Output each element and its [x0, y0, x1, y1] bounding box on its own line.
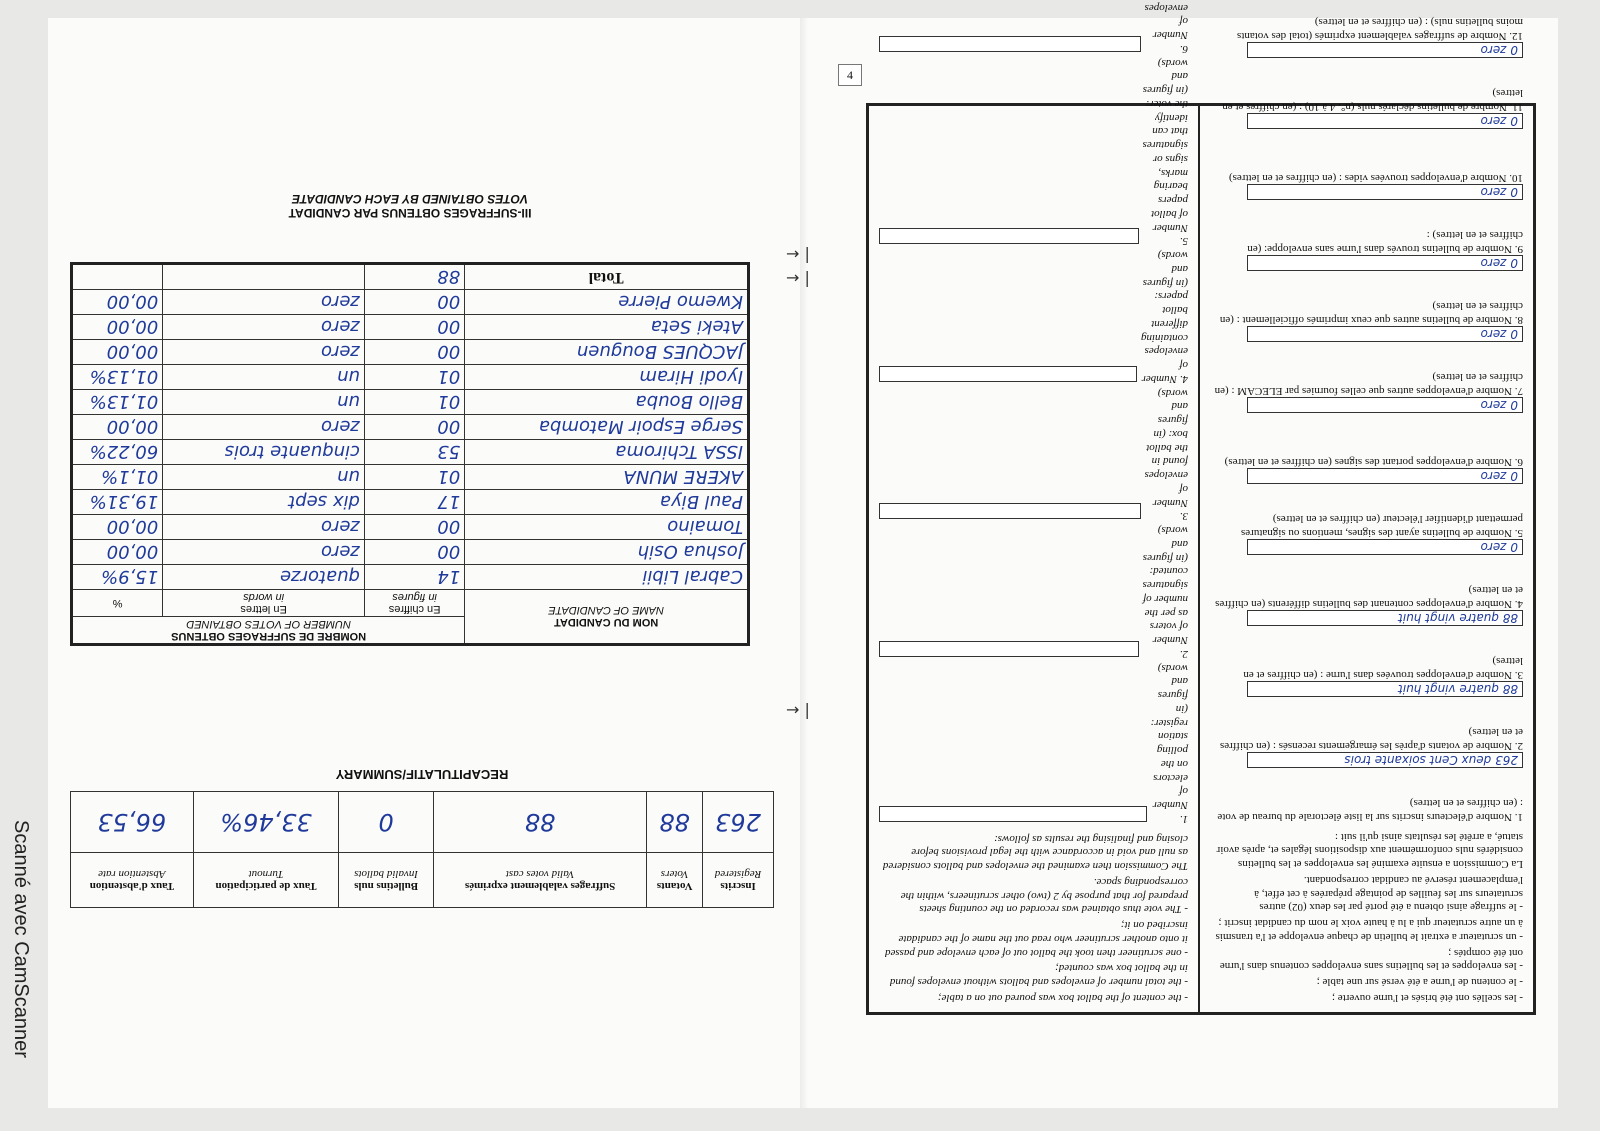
candidate-name: Tomaino	[465, 515, 749, 540]
summary-header-fr: Votants	[656, 880, 693, 892]
candidate-percent: 00,00	[72, 515, 163, 540]
intro-paragraph: La Commission a ensuite examiné les enveloppes et les bulletins considérés nuls conformément aux dispositions légales et, après avoir statué, a arrêté les résultats ainsi qu'il suit :	[1216, 830, 1523, 871]
candidate-votes-figures: 01	[364, 390, 464, 415]
candidate-name: Kwemo Pierre	[465, 290, 749, 315]
candidate-name: Ateki Seta	[465, 315, 749, 340]
candidate-votes-figures: 00	[364, 340, 464, 365]
question-text: 3. Nombre d'enveloppes trouvées dans l'urne : (en chiffres et en lettres)	[1243, 655, 1523, 681]
intro-paragraph: - The vote thus obtained was recorded on the counting sheets prepared for that purpose by 2 (two) other scrutineers, within the corresponding space.	[900, 876, 1188, 916]
candidate-votes-figures: 00	[364, 415, 464, 440]
question-row	[879, 660, 1188, 825]
question-text: 10. Nombre d'enveloppes trouvées vides : (en chiffres et en lettres)	[1228, 172, 1523, 184]
question-row	[1210, 61, 1523, 113]
candidate-row	[72, 340, 749, 365]
summary-header-en: Turnout	[248, 868, 284, 880]
candidate-votes-figures: 53	[364, 440, 464, 465]
intro-paragraph: - the content of the ballot box was poured out on a table;	[937, 992, 1188, 1004]
summary-header-fr: Bulletins nuls	[354, 880, 419, 892]
summary-header-cell	[193, 853, 339, 908]
candidate-row	[72, 390, 749, 415]
candidate-name: AKERE MUNA	[465, 465, 749, 490]
answer-box: 263 deux Cent soixante trois	[1247, 752, 1523, 768]
candidate-percent: 01,13%	[72, 365, 163, 390]
candidate-row	[72, 315, 749, 340]
candidate-row	[72, 415, 749, 440]
intro-paragraph: - le contenu de l'urne a été versé sur une table ;	[1316, 976, 1523, 989]
candidate-votes-words: cinquante trois	[163, 440, 365, 465]
candidate-votes-words: un	[163, 365, 365, 390]
question-text: 3. Number of envelopes found in the ballot box: (in figures and words)	[1144, 386, 1188, 523]
total-words-blank	[163, 264, 365, 290]
camscanner-watermark	[0, 820, 60, 1120]
question-text: 2. Number of voters as per the number of signatures counted: (in figures and words)	[1142, 524, 1188, 660]
margin-mark: → |	[786, 700, 810, 719]
question-row	[1210, 487, 1523, 539]
scanner-label: Scanné avec CamScanner	[10, 820, 32, 1058]
question-row	[1210, 629, 1523, 681]
candidate-row	[72, 465, 749, 490]
candidate-row	[72, 490, 749, 515]
summary-header-en: Abstention rate	[98, 868, 166, 880]
question-text: 8. Nombre de bulletins autres que ceux imprimés officiellement : (en chiffres et en lettres)	[1219, 300, 1523, 326]
candidate-section-title: III-SUFFRAGES OBTENUS PAR CANDIDAT VOTES OBTAINED BY EACH CANDIDATE	[288, 192, 532, 220]
english-column	[869, 1, 1198, 1012]
candidate-percent: 00,00	[72, 340, 163, 365]
intro-paragraph: - les scellés ont été brisés et l'urne ouverte ;	[1331, 992, 1523, 1004]
answer-box: 88 quatre vingt huit	[1247, 681, 1523, 697]
summary-header-fr: Suffrages valablement exprimés	[464, 880, 616, 892]
question-text: 6. Nombre d'enveloppes portant des signes (en chiffres et en lettres)	[1224, 456, 1523, 468]
candidate-percent: 19,31%	[72, 490, 163, 515]
answer-box-blank	[879, 806, 1147, 822]
total-row	[72, 264, 749, 290]
candidate-percent: 00,00	[72, 290, 163, 315]
summary-header-en: Voters	[660, 868, 689, 880]
question-text: 2. Nombre de votants d'après les émargements recensés : (en chiffres et en lettres)	[1219, 726, 1523, 752]
questions-english	[879, 0, 1188, 825]
answer-box-blank	[879, 36, 1141, 52]
candidate-percent: 15,9%	[72, 565, 163, 590]
question-text: 7. Nombre d'enveloppes autres que celles fournies par ELECAM : (en chiffres et en lettres)	[1214, 371, 1523, 397]
summary-header-cell	[71, 853, 194, 908]
question-text: 5. Nombre de bulletins ayant des signes, mentions ou signatures permettant d'identifier l'électeur (en chiffres et en lettres)	[1241, 513, 1523, 539]
candidate-row	[72, 440, 749, 465]
margin-mark: → |	[786, 268, 810, 287]
question-text: 9. Nombre de bulletins trouvés dans l'urne sans enveloppe: (en chiffres et en lettres) :	[1247, 229, 1523, 255]
question-text: 12. Nombre de suffrages valablement exprimés (total des votants moins bulletins nuls) : (en chiffres et en lettres)	[1236, 16, 1523, 42]
summary-table	[70, 791, 774, 908]
question-text: 6. Number of envelopes	[1144, 1, 1188, 55]
col-words-header: En lettres in words	[163, 590, 365, 617]
total-label: Total	[465, 264, 749, 290]
answer-box: 0 zero	[1247, 397, 1523, 413]
question-text: 11. Nombre de bulletins déclarés nuls (n°. 4 à 10) : (en chiffres et en lettres)	[1222, 87, 1523, 113]
candidate-percent: 00,00	[72, 315, 163, 340]
question-row	[879, 0, 1188, 55]
candidate-percent: 00,00	[72, 540, 163, 565]
question-row	[1210, 0, 1523, 42]
candidate-votes-words: zero	[163, 290, 365, 315]
questions-french	[1210, 0, 1523, 823]
summary-value: 88	[433, 792, 646, 853]
candidate-votes-figures: 00	[364, 290, 464, 315]
intro-paragraph: - un scrutateur a extrait le bulletin de chaque enveloppe et l'a transmis à un autre scrutateur qui a lu à haute voix le nom du candidat inscrit ;	[1215, 917, 1523, 943]
answer-box: 0 zero	[1247, 113, 1523, 129]
margin-mark: → |	[786, 244, 810, 263]
answer-box: 0 zero	[1247, 255, 1523, 271]
answer-box: 0 zero	[1247, 184, 1523, 200]
candidate-name: Paul Biya	[465, 490, 749, 515]
question-row	[879, 385, 1188, 523]
question-row	[1210, 700, 1523, 752]
candidate-percent: 01,1%	[72, 465, 163, 490]
question-row	[1210, 345, 1523, 397]
answer-box: 0 zero	[1247, 468, 1523, 484]
candidate-row	[72, 515, 749, 540]
summary-header-cell	[433, 853, 646, 908]
candidate-votes-figures: 01	[364, 465, 464, 490]
intro-paragraph: The Commission then examined the envelopes and ballots considered as null and void in accordance with the legal provisions before closing and finalising the results as follows:	[882, 832, 1188, 873]
question-row	[1210, 274, 1523, 326]
question-row	[879, 523, 1188, 661]
summary-header-en: Registered	[714, 868, 762, 880]
candidate-name: Joshua Osih	[465, 540, 749, 565]
answer-box: 0 zero	[1247, 326, 1523, 342]
summary-section	[70, 748, 774, 908]
summary-header-fr: Taux de participation	[215, 880, 317, 892]
summary-value: 0	[339, 792, 434, 853]
intro-paragraph: - the total number of envelopes and ballots without envelopes found in the ballot box was counted;	[889, 962, 1188, 989]
question-text: 1. Nombre d'électeurs inscrits sur la liste électorale du bureau de vote : (en chiffres et en lettres)	[1217, 797, 1523, 823]
candidate-percent: 00,00	[72, 415, 163, 440]
candidate-row	[72, 365, 749, 390]
question-row	[1210, 558, 1523, 610]
total-figures: 88	[364, 264, 464, 290]
summary-value: 66,53	[71, 792, 194, 853]
answer-box: 0 zero	[1247, 539, 1523, 555]
intro-english	[879, 831, 1188, 1004]
candidate-name: JACQUES Bouguen	[465, 340, 749, 365]
col-percent-header: %	[72, 590, 163, 617]
candidate-votes-words: quatorze	[163, 565, 365, 590]
answer-box-blank	[879, 641, 1139, 657]
candidate-votes-words: zero	[163, 540, 365, 565]
page-fold	[800, 18, 808, 1108]
answer-box-blank	[879, 504, 1141, 520]
question-text: 4. Nombre d'enveloppes contenant des bulletins différents (en chiffres et en lettres)	[1215, 584, 1523, 610]
summary-header-en: Invalid ballots	[354, 868, 419, 880]
candidate-votes-words: zero	[163, 415, 365, 440]
candidate-name: Serge Espoir Matomba	[465, 415, 749, 440]
intro-paragraph: - one scrutineer then took the ballot out of each envelope and passed it onto another scrutineer who read out the name of the candidate inscribed on it;	[884, 919, 1188, 959]
summary-header-cell	[339, 853, 434, 908]
total-percent-blank	[72, 264, 163, 290]
summary-header-cell	[703, 853, 774, 908]
candidate-row	[72, 540, 749, 565]
question-row	[879, 248, 1188, 386]
candidate-votes-words: zero	[163, 515, 365, 540]
candidate-votes-figures: 00	[364, 515, 464, 540]
candidate-votes-words: un	[163, 465, 365, 490]
question-row	[1210, 771, 1523, 823]
question-text: 1. Number of electors on the polling station register: (in figures and words)	[1150, 661, 1188, 825]
candidate-votes-words: dix sept	[163, 490, 365, 515]
summary-value: 263	[703, 792, 774, 853]
page-number: 4	[838, 64, 862, 86]
candidate-votes-figures: 17	[364, 490, 464, 515]
summary-header-en: Valid votes cast	[505, 868, 575, 880]
candidate-percent: 01,13%	[72, 390, 163, 415]
question-text: 4. Number of envelopes containing different ballot papers: (in figures and words)	[1140, 249, 1188, 385]
question-row	[1210, 203, 1523, 255]
summary-title: RECAPITULATIF/SUMMARY	[335, 767, 509, 782]
candidate-percent: 60,22%	[72, 440, 163, 465]
intro-paragraph: - les enveloppes et les bulletins sans enveloppes contenus dans l'urne ont été comptés ;	[1219, 946, 1523, 973]
summary-header-fr: Taux d'abstention	[89, 880, 174, 892]
question-row	[1210, 132, 1523, 184]
candidate-row	[72, 565, 749, 590]
summary-header-cell	[647, 853, 703, 908]
summary-value: 33,46%	[193, 792, 339, 853]
candidate-results-section	[70, 192, 750, 646]
candidate-name: ISSA Tchiroma	[465, 440, 749, 465]
intro-french	[1210, 829, 1523, 1004]
candidate-votes-figures: 14	[364, 565, 464, 590]
answer-box: 88 quatre vingt huit	[1247, 610, 1523, 626]
candidate-votes-words: zero	[163, 315, 365, 340]
candidate-name: Cabral Libii	[465, 565, 749, 590]
question-text: 5. Number of ballot papers bearing marks, signs or signatures that can identify the voter: (in figures and words)	[1142, 56, 1188, 248]
col-figures-header: En chiffres in figures	[364, 590, 464, 617]
candidate-table	[70, 262, 750, 646]
candidate-row	[72, 290, 749, 315]
col-votes-header: NOMBRE DE SUFFRAGES OBTENUS NUMBER OF VOTES OBTAINED	[72, 617, 465, 645]
candidate-votes-figures: 00	[364, 540, 464, 565]
candidate-votes-words: un	[163, 390, 365, 415]
candidate-name: Iyodi Hiram	[465, 365, 749, 390]
answer-box-blank	[879, 366, 1137, 382]
french-column	[1198, 16, 1533, 1012]
question-row	[1210, 416, 1523, 468]
question-row	[879, 55, 1188, 248]
candidate-votes-figures: 00	[364, 315, 464, 340]
results-form-page	[866, 1, 1536, 1015]
candidate-votes-figures: 01	[364, 365, 464, 390]
answer-box-blank	[879, 229, 1139, 245]
answer-box: 0 zero	[1247, 42, 1523, 58]
candidate-name: Bello Bouba	[465, 390, 749, 415]
candidate-votes-words: zero	[163, 340, 365, 365]
summary-header-fr: Inscrits	[720, 880, 756, 892]
col-candidate-header: NOM DU CANDIDAT NAME OF CANDIDATE	[465, 590, 749, 645]
summary-value: 88	[647, 792, 703, 853]
intro-paragraph: - le suffrage ainsi obtenu a été porté par les deux (02) autres scrutateurs sur les feuilles de pointage préparées à cet effet, à l'emplacement réservé au candidat correspondant.	[1254, 874, 1523, 914]
